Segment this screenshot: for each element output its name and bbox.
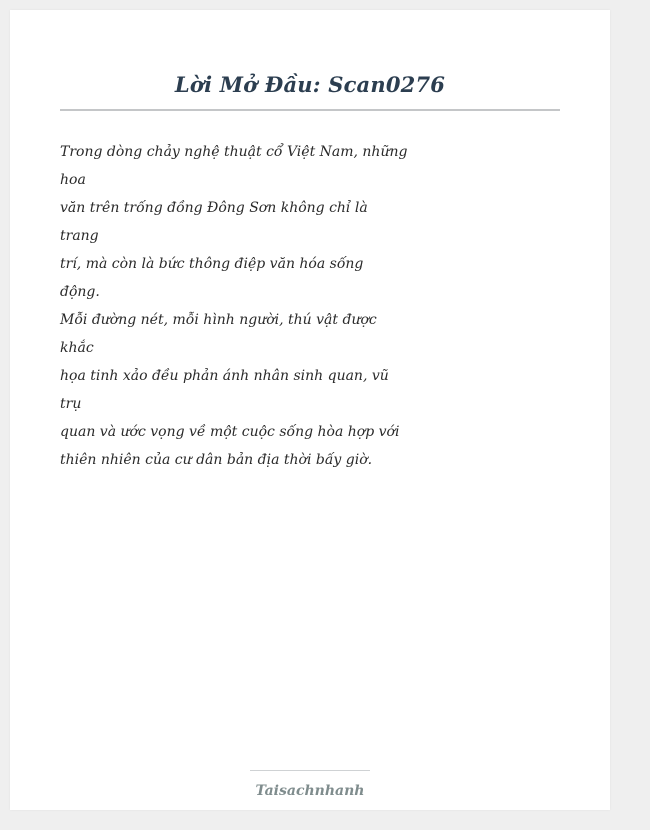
text-line: quan và ước vọng về một cuộc sống hòa hợp với — [60, 424, 400, 440]
text-line: Trong dòng chảy nghệ thuật cổ Việt Nam, những — [60, 144, 408, 160]
footer-divider — [250, 770, 370, 771]
page-title: Lời Mở Đầu: Scan0276 — [174, 72, 446, 97]
text-line: trí, mà còn là bức thông điệp văn hóa sống — [60, 256, 364, 272]
footer-brand: Taisachnhanh — [255, 783, 365, 799]
title-divider — [60, 109, 560, 111]
text-line: thiên nhiên của cư dân bản địa thời bấy giờ. — [60, 452, 373, 468]
text-line: trang — [60, 228, 99, 244]
text-line: động. — [60, 284, 100, 300]
text-line: khắc — [60, 340, 94, 356]
text-line: họa tinh xảo đều phản ánh nhân sinh quan, vũ — [60, 368, 389, 384]
text-line: văn trên trống đồng Đông Sơn không chỉ là — [60, 200, 368, 216]
text-line: hoa — [60, 172, 86, 188]
text-line: trụ — [60, 396, 82, 412]
document-page — [10, 10, 610, 810]
body-text — [60, 138, 408, 474]
text-line: Mỗi đường nét, mỗi hình người, thú vật được — [60, 312, 377, 328]
